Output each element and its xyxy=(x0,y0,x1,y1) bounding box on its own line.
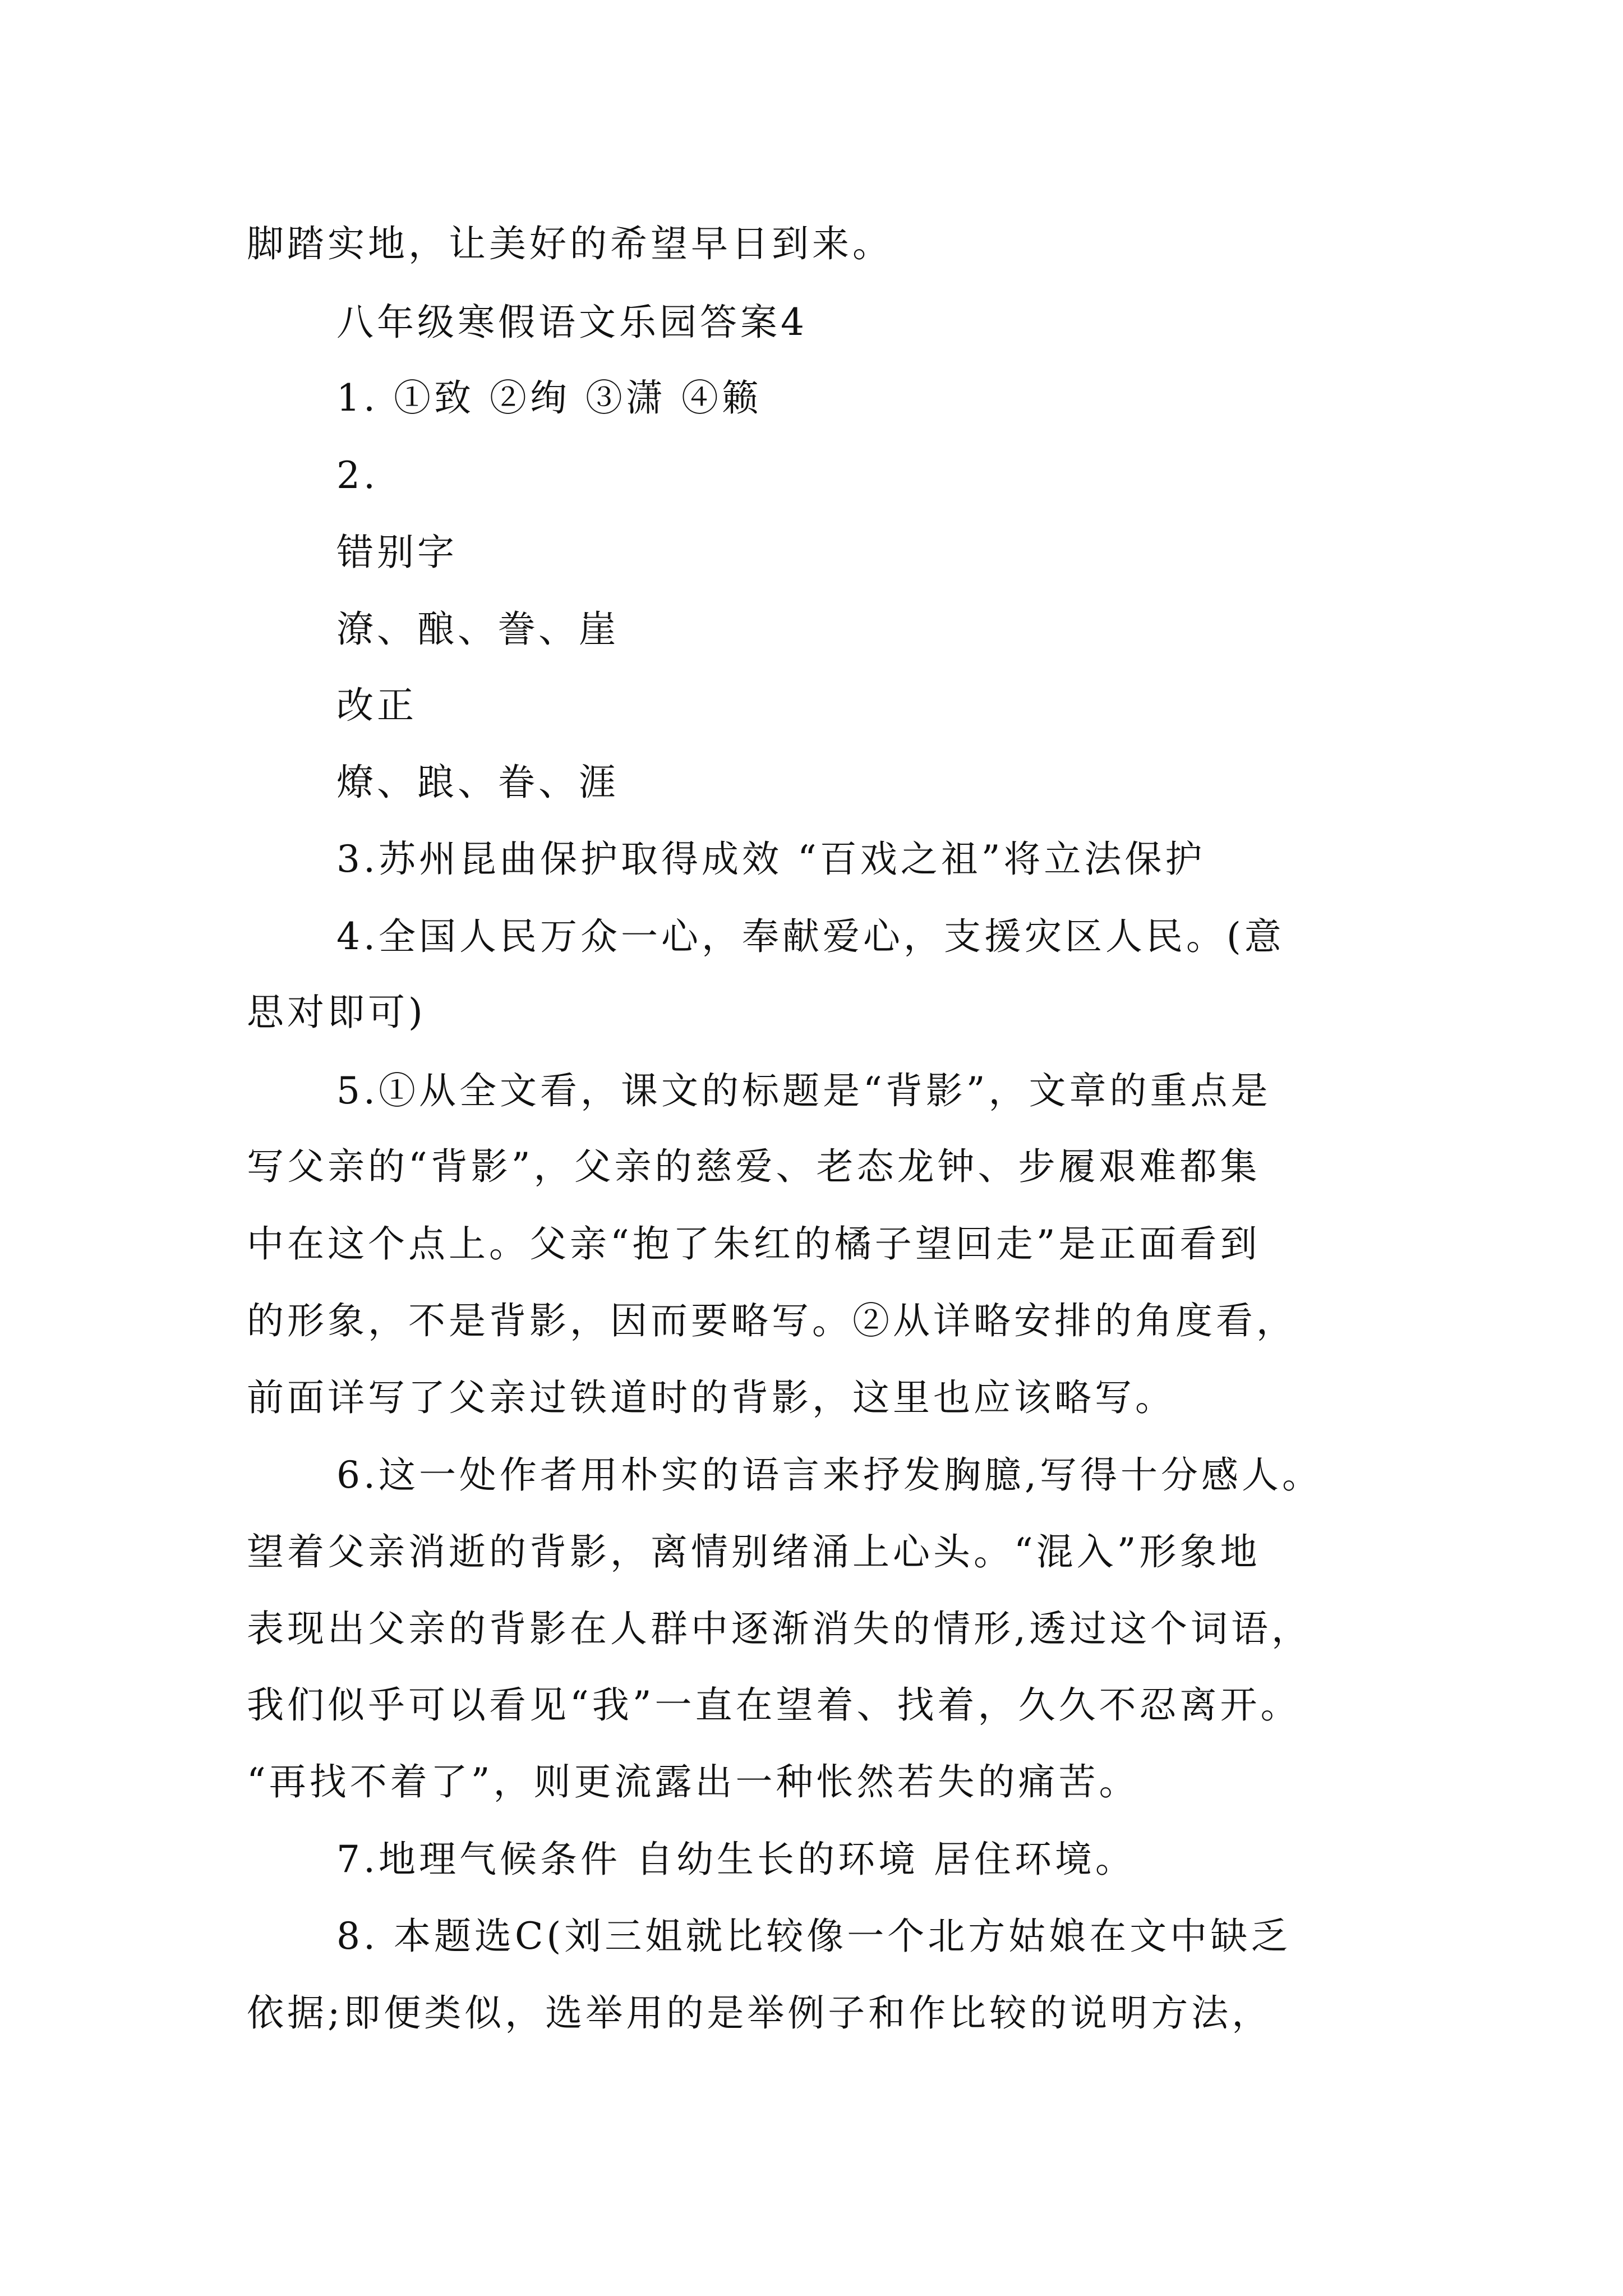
table-header-wrong-chars: 错别字 xyxy=(336,531,458,574)
answer-4: 4.全国人民万众一心，奉献爱心，支援灾区人民。(意 xyxy=(336,915,1285,958)
corrected-chars: 燎、踉、眷、涯 xyxy=(336,761,619,804)
answer-4-cont: 思对即可) xyxy=(247,991,426,1034)
wrong-chars: 潦、酿、誊、崖 xyxy=(336,608,619,651)
answer-5-cont: 中在这个点上。父亲“抱了朱红的橘子望回走”是正面看到 xyxy=(247,1222,1261,1266)
answer-6-cont: 望着父亲消逝的背影，离情别绪涌上心头。“混入”形象地 xyxy=(247,1530,1261,1573)
answer-8: 8. 本题选C(刘三姐就比较像一个北方姑娘在文中缺乏 xyxy=(336,1915,1292,1958)
answer-5-cont: 的形象，不是背影，因而要略写。②从详略安排的角度看， xyxy=(247,1299,1297,1342)
answer-2-number: 2. xyxy=(336,454,379,497)
answer-3: 3.苏州昆曲保护取得成效 “百戏之祖”将立法保护 xyxy=(336,838,1206,881)
answer-5-cont: 写父亲的“背影”，父亲的慈爱、老态龙钟、步履艰难都集 xyxy=(247,1145,1261,1188)
answer-5: 5.①从全文看，课文的标题是“背影”，文章的重点是 xyxy=(336,1069,1271,1112)
answer-5-cont: 前面详写了父亲过铁道时的背影，这里也应该略写。 xyxy=(247,1376,1175,1419)
text-line: 脚踏实地，让美好的希望早日到来。 xyxy=(247,222,893,265)
answer-8-cont: 依据;即便类似，选举用的是举例子和作比较的说明方法， xyxy=(247,1991,1272,2035)
answer-1: 1. ①致 ②绚 ③潇 ④籁 xyxy=(336,376,762,420)
answer-6-cont: “再找不着了”，则更流露出一种怅然若失的痛苦。 xyxy=(247,1760,1140,1803)
table-header-correction: 改正 xyxy=(336,684,417,727)
answer-7: 7.地理气候条件 自幼生长的环境 居住环境。 xyxy=(336,1838,1136,1881)
answer-6-cont: 我们似乎可以看见“我”一直在望着、找着，久久不忍离开。 xyxy=(247,1683,1301,1727)
answer-6: 6.这一处作者用朴实的语言来抒发胸臆,写得十分感人。 xyxy=(336,1453,1322,1497)
answer-6-cont: 表现出父亲的背影在人群中逐渐消失的情形,透过这个词语， xyxy=(247,1607,1312,1650)
section-heading: 八年级寒假语文乐园答案4 xyxy=(336,301,808,344)
